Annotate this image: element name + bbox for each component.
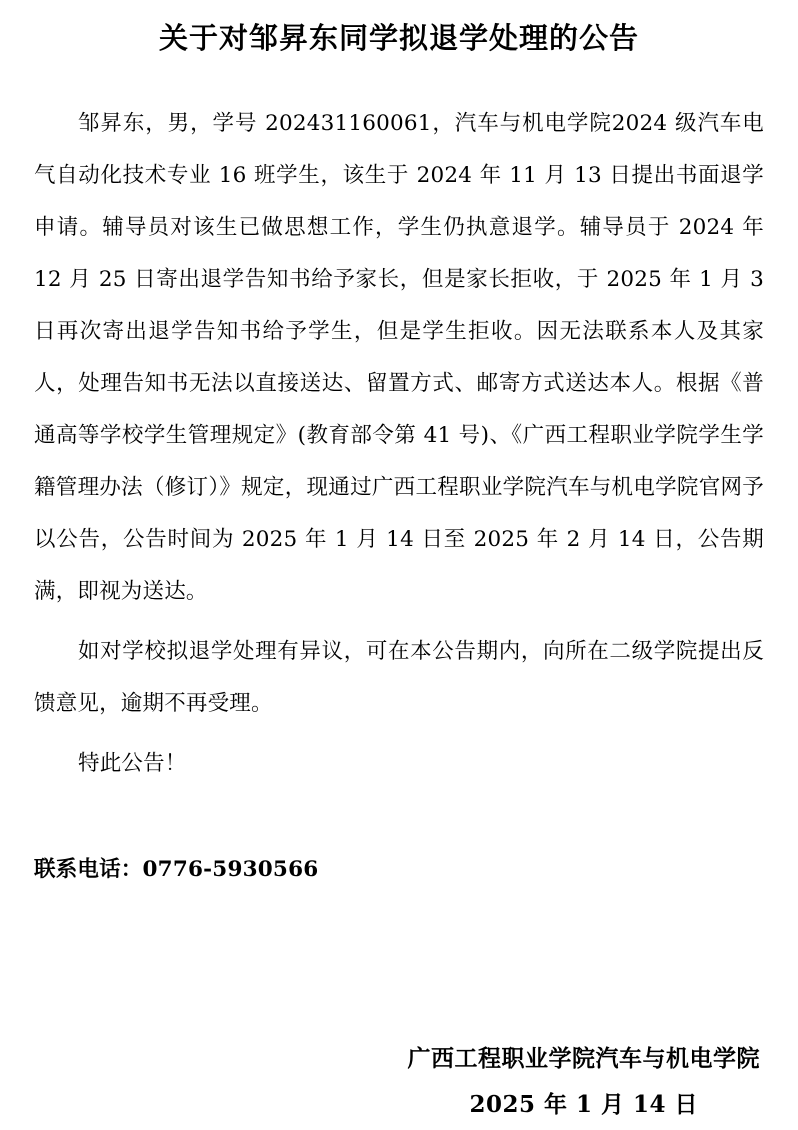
paragraph-closing: 特此公告！	[78, 750, 187, 776]
signature-organization: 广西工程职业学院汽车与机电学院	[407, 1044, 760, 1072]
document-body	[34, 98, 764, 790]
page-title: 关于对邹昇东同学拟退学处理的公告	[158, 21, 639, 55]
contact-label: 联系电话：	[34, 856, 143, 882]
paragraph-objection: 如对学校拟退学处理有异议，可在本公告期内，向所在二级学院提出反馈意见，逾期不再受理。	[34, 638, 764, 716]
signature-date: 2025 年 1 月 14 日	[469, 1090, 698, 1118]
contact-line	[34, 844, 764, 896]
contact-phone-number: 0776-5930566	[142, 856, 319, 882]
paragraph-main: 邹昇东，男，学号 202431160061，汽车与机电学院2024 级汽车电气自动化技术专业 16 班学生，该生于 2024 年 11 月 13 日提出书面退学申请。辅导员对该生已做思想工作，学生仍执意退学。辅导员于 2024 年 12 月 25 日寄出退学告知书给予家长，但是家长拒收，于 2025 年 1 月 3 日再次寄出退学告知书给予学生，但是学生拒收。因无法联系本人及其家人，处理告知书无法以直接送达、留置方式、邮寄方式送达本人。根据《普通高等学校学生管理规定》(教育部令第 41 号)、《广西工程职业学院学生学籍管理办法（修订）》规定，现通过广西工程职业学院汽车与机电学院官网予以公告，公告时间为 2025 年 1 月 14 日至 2025 年 2 月 14 日，公告期满，即视为送达。	[34, 110, 764, 604]
